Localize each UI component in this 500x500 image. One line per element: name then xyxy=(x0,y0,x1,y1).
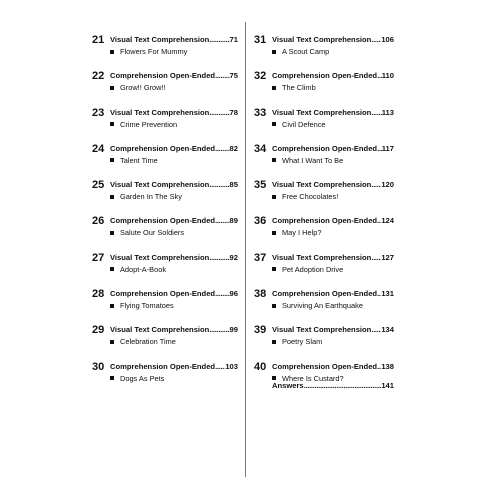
chapter-title: Visual Text Comprehension xyxy=(110,252,210,262)
chapter-subtitle-line xyxy=(110,156,158,165)
chapter-title: Comprehension Open-Ended xyxy=(272,289,378,299)
toc-entry[interactable] xyxy=(254,361,394,397)
square-bullet-icon xyxy=(110,340,114,344)
chapter-title: Comprehension Open-Ended xyxy=(110,143,216,153)
chapter-subtitle: Surviving An Earthquake xyxy=(282,301,363,311)
toc-entry[interactable] xyxy=(254,324,394,360)
square-bullet-icon xyxy=(110,50,114,54)
dot-leader xyxy=(371,253,381,262)
toc-entry[interactable] xyxy=(92,143,238,179)
toc-column-right xyxy=(254,34,394,397)
chapter-title: Visual Text Comprehension xyxy=(272,325,372,335)
page-number: 75 xyxy=(229,71,238,81)
chapter-subtitle-line xyxy=(272,156,343,165)
chapter-subtitle-line xyxy=(272,265,343,274)
page-number: 134 xyxy=(381,325,394,335)
chapter-subtitle-line xyxy=(110,83,166,92)
toc-entry[interactable] xyxy=(254,288,394,324)
square-bullet-icon xyxy=(272,50,276,54)
page-number: 131 xyxy=(381,289,394,299)
square-bullet-icon xyxy=(272,376,276,380)
chapter-subtitle: Salute Our Soldiers xyxy=(120,228,185,238)
chapter-subtitle-line xyxy=(110,228,184,237)
chapter-title: Comprehension Open-Ended xyxy=(110,216,216,226)
page-number: 85 xyxy=(229,180,238,190)
dot-leader xyxy=(371,180,381,189)
square-bullet-icon xyxy=(272,267,276,271)
toc-entry[interactable] xyxy=(254,143,394,179)
chapter-subtitle-line xyxy=(110,192,182,201)
dot-leader xyxy=(209,180,229,189)
chapter-subtitle-line xyxy=(110,120,177,129)
square-bullet-icon xyxy=(110,122,114,126)
page-number: 110 xyxy=(381,71,394,81)
square-bullet-icon xyxy=(110,195,114,199)
chapter-title: Comprehension Open-Ended xyxy=(272,361,378,371)
chapter-title-line xyxy=(110,108,238,117)
chapter-subtitle-line xyxy=(272,301,363,310)
chapter-subtitle: Pet Adoption Drive xyxy=(282,264,344,274)
dot-leader xyxy=(215,71,229,80)
chapter-subtitle-line xyxy=(272,120,326,129)
square-bullet-icon xyxy=(272,195,276,199)
dot-leader xyxy=(215,362,225,371)
page-number: 89 xyxy=(229,216,238,226)
chapter-number: 28 xyxy=(92,288,105,301)
dot-leader xyxy=(209,35,229,44)
chapter-title-line xyxy=(272,362,394,371)
chapter-title-line xyxy=(272,35,394,44)
page-number: 99 xyxy=(229,325,238,335)
chapter-subtitle-line xyxy=(272,192,338,201)
chapter-subtitle: Grow!! Grow!! xyxy=(120,83,166,93)
chapter-title-line xyxy=(272,325,394,334)
page-number: 78 xyxy=(229,107,238,117)
chapter-subtitle: Crime Prevention xyxy=(120,119,178,129)
chapter-title: Comprehension Open-Ended xyxy=(272,216,378,226)
chapter-title-line xyxy=(110,216,238,225)
chapter-subtitle: What I Want To Be xyxy=(282,155,344,165)
toc-entry[interactable] xyxy=(92,34,238,70)
square-bullet-icon xyxy=(110,231,114,235)
chapter-subtitle: Garden In The Sky xyxy=(120,192,182,202)
chapter-title-line xyxy=(110,180,238,189)
dot-leader xyxy=(371,35,381,44)
chapter-subtitle-line xyxy=(110,337,176,346)
chapter-title: Comprehension Open-Ended xyxy=(110,71,216,81)
toc-entry[interactable] xyxy=(92,179,238,215)
chapter-title-line xyxy=(110,35,238,44)
dot-leader xyxy=(371,325,381,334)
chapter-subtitle-line xyxy=(110,301,174,310)
chapter-number: 26 xyxy=(92,215,105,228)
chapter-title-line xyxy=(272,253,394,262)
chapter-title: Visual Text Comprehension xyxy=(272,180,372,190)
chapter-subtitle: Poetry Slam xyxy=(282,337,323,347)
toc-entry-answers[interactable] xyxy=(272,381,394,390)
chapter-subtitle: Flowers For Mummy xyxy=(120,47,188,56)
page-number: 71 xyxy=(229,35,238,44)
chapter-title: Visual Text Comprehension xyxy=(110,107,210,117)
page-number: 120 xyxy=(381,180,394,190)
dot-leader xyxy=(209,325,229,334)
column-divider xyxy=(245,22,246,477)
chapter-title: Visual Text Comprehension xyxy=(110,35,210,44)
chapter-number: 21 xyxy=(92,34,105,46)
square-bullet-icon xyxy=(272,158,276,162)
chapter-title-line xyxy=(110,289,238,298)
chapter-title-line xyxy=(272,180,394,189)
chapter-number: 23 xyxy=(92,106,105,119)
chapter-number: 37 xyxy=(254,251,267,264)
square-bullet-icon xyxy=(272,231,276,235)
square-bullet-icon xyxy=(272,340,276,344)
square-bullet-icon xyxy=(272,304,276,308)
chapter-subtitle: Where Is Custard? xyxy=(282,373,344,383)
chapter-title: Visual Text Comprehension xyxy=(110,180,210,190)
chapter-title-line xyxy=(272,144,394,153)
chapter-number: 33 xyxy=(254,106,267,119)
page-number: 82 xyxy=(229,143,238,153)
chapter-number: 32 xyxy=(254,70,267,83)
square-bullet-icon xyxy=(110,86,114,90)
chapter-title-line xyxy=(110,71,238,80)
chapter-number: 22 xyxy=(92,70,105,83)
square-bullet-icon xyxy=(110,376,114,380)
page-number: 127 xyxy=(381,252,394,262)
page-number: 96 xyxy=(229,289,238,299)
chapter-title-line xyxy=(272,71,394,80)
chapter-title-line xyxy=(272,108,394,117)
square-bullet-icon xyxy=(110,304,114,308)
chapter-number: 34 xyxy=(254,142,267,155)
chapter-title: Comprehension Open-Ended xyxy=(110,289,216,299)
chapter-subtitle: Civil Defence xyxy=(282,119,326,129)
chapter-subtitle-line xyxy=(272,228,321,237)
toc-entry[interactable] xyxy=(92,361,238,397)
chapter-title: Visual Text Comprehension xyxy=(272,107,372,117)
toc-entry[interactable] xyxy=(254,215,394,251)
chapter-number: 25 xyxy=(92,179,105,192)
toc-entry[interactable] xyxy=(92,324,238,360)
toc-column-left xyxy=(92,34,238,397)
chapter-title: Comprehension Open-Ended xyxy=(272,71,378,81)
chapter-subtitle-line xyxy=(110,265,166,274)
chapter-subtitle: Free Chocolates! xyxy=(282,192,339,202)
square-bullet-icon xyxy=(110,267,114,271)
page-number: 103 xyxy=(225,361,238,371)
dot-leader xyxy=(209,253,229,262)
square-bullet-icon xyxy=(110,158,114,162)
chapter-subtitle-line xyxy=(272,337,322,346)
dot-leader xyxy=(215,216,229,225)
page-number: 117 xyxy=(381,143,394,153)
toc-entry[interactable] xyxy=(92,107,238,143)
chapter-subtitle: Adopt-A-Book xyxy=(120,264,167,274)
chapter-subtitle: Dogs As Pets xyxy=(120,373,165,383)
toc-entry[interactable] xyxy=(92,288,238,324)
chapter-title-line xyxy=(110,362,238,371)
toc-entry[interactable] xyxy=(92,252,238,288)
chapter-number: 27 xyxy=(92,251,105,264)
chapter-number: 40 xyxy=(254,360,267,373)
toc-entry[interactable] xyxy=(254,107,394,143)
answers-label: Answers xyxy=(272,381,304,390)
chapter-subtitle-line xyxy=(110,47,187,56)
chapter-number: 35 xyxy=(254,179,267,192)
page-number: 138 xyxy=(381,361,394,371)
chapter-number: 36 xyxy=(254,215,267,228)
page-number: 113 xyxy=(381,107,394,117)
chapter-title-line xyxy=(110,144,238,153)
chapter-title: Comprehension Open-Ended xyxy=(110,361,216,371)
chapter-subtitle: Talent Time xyxy=(120,155,158,165)
dot-leader xyxy=(209,108,229,117)
dot-leader xyxy=(304,381,382,390)
chapter-title: Comprehension Open-Ended xyxy=(272,143,378,153)
answers-page-number: 141 xyxy=(381,381,394,390)
chapter-number: 24 xyxy=(92,142,105,155)
chapter-subtitle: The Climb xyxy=(282,83,316,93)
dot-leader xyxy=(215,289,229,298)
square-bullet-icon xyxy=(272,122,276,126)
chapter-number: 38 xyxy=(254,288,267,301)
toc-entry[interactable] xyxy=(254,252,394,288)
chapter-title-line xyxy=(110,325,238,334)
toc-entry[interactable] xyxy=(92,215,238,251)
chapter-title: Visual Text Comprehension xyxy=(272,35,372,44)
toc-entry[interactable] xyxy=(254,34,394,70)
dot-leader xyxy=(371,108,381,117)
chapter-subtitle: A Scout Camp xyxy=(282,47,330,56)
chapter-title: Visual Text Comprehension xyxy=(272,252,372,262)
chapter-subtitle: Flying Tomatoes xyxy=(120,301,174,311)
chapter-number: 31 xyxy=(254,34,267,46)
chapter-title-line xyxy=(110,253,238,262)
chapter-subtitle-line xyxy=(272,83,316,92)
chapter-number: 39 xyxy=(254,324,267,337)
dot-leader xyxy=(215,144,229,153)
chapter-subtitle-line xyxy=(272,47,329,56)
chapter-title-line xyxy=(272,289,394,298)
page-number: 92 xyxy=(229,252,238,262)
toc-entry[interactable] xyxy=(254,70,394,106)
chapter-subtitle-line xyxy=(110,374,164,383)
chapter-number: 29 xyxy=(92,324,105,337)
page-number: 106 xyxy=(381,35,394,44)
chapter-title: Visual Text Comprehension xyxy=(110,325,210,335)
chapter-number: 30 xyxy=(92,360,105,373)
square-bullet-icon xyxy=(272,86,276,90)
page-number: 124 xyxy=(381,216,394,226)
chapter-title-line xyxy=(272,216,394,225)
chapter-subtitle: Celebration Time xyxy=(120,337,176,347)
chapter-subtitle: May I Help? xyxy=(282,228,322,238)
toc-entry[interactable] xyxy=(92,70,238,106)
toc-entry[interactable] xyxy=(254,179,394,215)
